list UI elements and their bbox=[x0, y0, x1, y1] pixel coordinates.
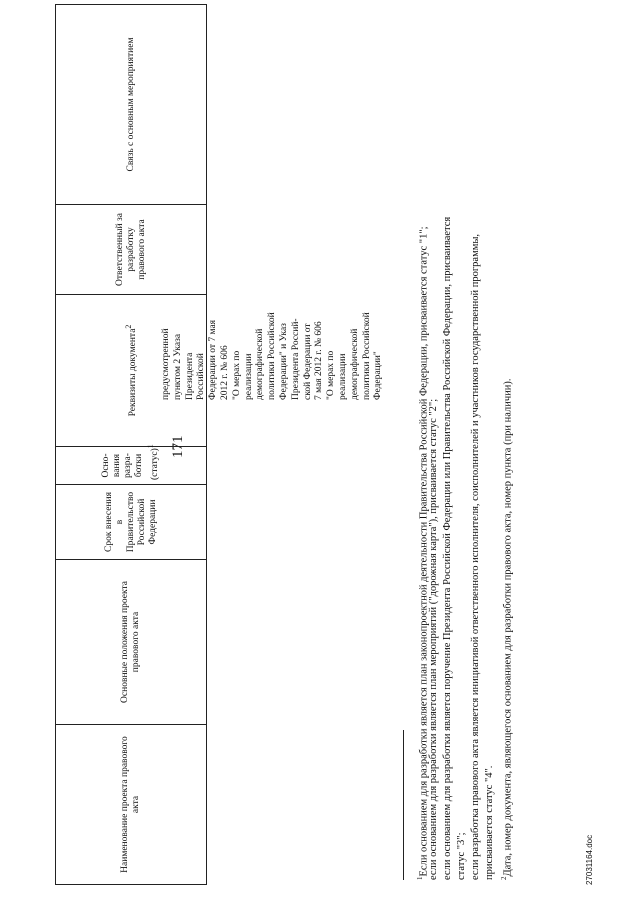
cell-line: Федерации" и Указ bbox=[278, 323, 289, 400]
document-details-cell bbox=[161, 290, 385, 400]
header-submission-deadline: Срок внесения в Правительство Российской Федерации bbox=[56, 485, 207, 560]
footnote-line: если разработка правового акта является инициативой ответственного исполнителя, соисполнителей и участников государственной программы, bbox=[470, 233, 481, 880]
legal-acts-table bbox=[55, 5, 205, 885]
cell-line: реализации bbox=[337, 353, 348, 400]
cell-line: "О мерах по bbox=[326, 350, 337, 400]
footnote-line: если основанием для разработки является поручение Президента Российской Федерации или Правительства Российской Федерации, присваивается bbox=[442, 216, 453, 880]
cell-line: демографической bbox=[349, 328, 360, 400]
cell-line: 7 мая 2012 г. № 606 bbox=[314, 321, 325, 400]
cell-line: ской Федерации от bbox=[302, 323, 313, 400]
footnote-separator bbox=[403, 730, 404, 880]
document-id: 27031164.doc bbox=[585, 834, 594, 885]
cell-line: Президента Россий- bbox=[290, 318, 301, 400]
footnote-line: статус "3"; bbox=[456, 832, 467, 880]
footnote-line: если основанием для разработки является план мероприятий ("дорожная карта"), присваивается статус "2"; bbox=[428, 398, 439, 880]
footnote-ref-2: 2 bbox=[123, 324, 133, 329]
header-main-activity-link: Связь с основным мероприятием bbox=[56, 5, 207, 205]
header-basis-status: Осно-вания разра-ботки (статус)$^1$ bbox=[56, 447, 207, 485]
header-act-name: Наименование проекта правового акта bbox=[56, 725, 207, 885]
footnote-1: $^1$Если основанием для разработки является план законопроектной деятельности Правительства Российской Федерации, присваивается статус "1"; bbox=[416, 226, 430, 880]
page-number: 171 bbox=[170, 435, 186, 458]
cell-line: Российской bbox=[196, 353, 207, 400]
cell-line: политики Российской bbox=[267, 312, 278, 400]
header-main-provisions: Основные положения проекта правового акта bbox=[56, 560, 207, 725]
cell-line: Президента bbox=[184, 352, 195, 400]
cell-line: Федерации от 7 мая bbox=[208, 319, 219, 400]
cell-line: 2012 г. № 606 bbox=[219, 345, 230, 400]
cell-line: предусмотренной bbox=[161, 328, 171, 400]
cell-line: демографической bbox=[255, 328, 266, 400]
cell-line: реализации bbox=[243, 353, 254, 400]
footnote-line: присваивается статус "4". bbox=[484, 765, 495, 880]
header-document-details: Реквизиты документа$^2$ bbox=[56, 295, 207, 447]
cell-line: Федерации" bbox=[373, 351, 384, 400]
footnote-ref-1: 1 bbox=[145, 444, 155, 449]
cell-line: политики Российской bbox=[361, 312, 372, 400]
header-responsible: Ответственный за разработку правового акта bbox=[56, 205, 207, 295]
cell-line: "О мерах по bbox=[231, 350, 242, 400]
cell-line: пунктом 2 Указа bbox=[172, 333, 183, 400]
footnote-2: $^2$Дата, номер документа, являющегося основанием для разработки правового акта, номер пункта (при наличии). bbox=[500, 378, 514, 880]
